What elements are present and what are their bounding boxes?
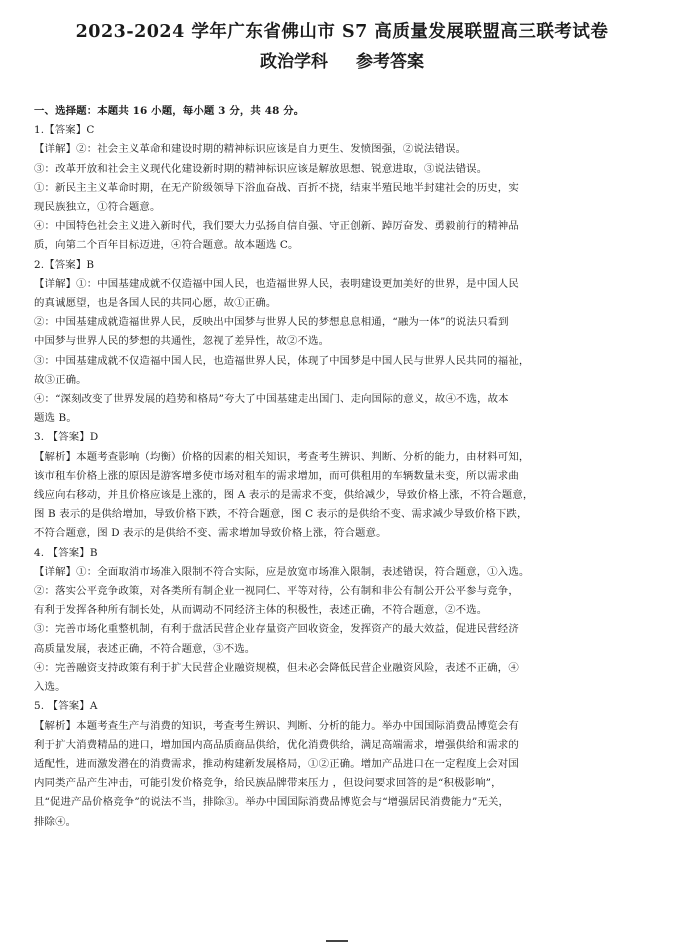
explanation-line: 该市租车价格上涨的原因是游客增多使市场对租车的需求增加，而可供租用的车辆数量未变，所以需求曲	[34, 469, 519, 482]
explanation-line: 故③正确。	[34, 373, 87, 386]
explanation-line: ④：完善融资支持政策有利于扩大民营企业融资规模，但未必会降低民营企业融资风险，表述不正确，④	[34, 661, 519, 674]
explanation-line: 【解析】本题考查生产与消费的知识，考查考生辨识、判断、分析的能力。举办中国国际消费品博览会有	[34, 719, 519, 732]
explanation-line: 且“促进产品价格竞争”的说法不当，排除③。举办中国国际消费品博览会与“增强居民消费能力”无关，	[34, 796, 510, 809]
explanation-line: 适配性，进而激发潜在的消费需求，推动构建新发展格局，①②正确。增加产品进口在一定程度上会对国	[34, 757, 519, 770]
explanation-line: ③：中国基建成就不仅造福中国人民，也造福世界人民，体现了中国梦是中国人民与世界人民共同的福祉，	[34, 354, 530, 367]
explanation-line: 不符合题意，图 D 表示的是供给不变、需求增加导致价格上涨，符合题意。	[34, 527, 387, 540]
answer-label: 参考答案	[356, 52, 424, 72]
explanation-line: ④：中国特色社会主义进入新时代，我们要大力弘扬自信自强、守正创新、踔厉奋发、勇毅前行的精神品	[34, 220, 519, 233]
explanation-line: 【详解】②：社会主义革命和建设时期的精神标识应该是自力更生、发愤图强，②说法错误。	[34, 143, 467, 156]
explanation-line: 内同类产品产生冲击，可能引发价格竞争，给民族品牌带来压力 ，但设问要求回答的是“积极影响”，	[34, 777, 502, 790]
section-heading: 一、选择题：本题共 16 小题，每小题 3 分，共 48 分。	[34, 105, 305, 117]
page-subtitle	[34, 50, 650, 74]
explanation-line: 质，向第二个百年目标迈进，④符合题意。故本题选 C。	[34, 239, 299, 252]
question-answer-heading: 4. 【答案】B	[34, 546, 98, 559]
question-answer-heading: 5. 【答案】A	[34, 700, 98, 713]
explanation-line: 入选。	[34, 681, 66, 694]
explanation-line: 高质量发展，表述正确，不符合题意，③不选。	[34, 642, 256, 655]
explanation-line: 有利于发挥各种所有制长处，从而调动不同经济主体的积极性，表述正确，不符合题意，②不选。	[34, 604, 488, 617]
explanation-line: ④：“深刻改变了世界发展的趋势和格局”夸大了中国基建走出国门、走向国际的意义，故④不选，故本	[34, 393, 509, 406]
subject-label: 政治学科	[260, 52, 328, 72]
explanation-line: ③：完善市场化重整机制，有利于盘活民营企业存量资产回收资金，发挥资产的最大效益，促进民营经济	[34, 623, 519, 636]
explanation-line: ①：新民主主义革命时期，在无产阶级领导下浴血奋战、百折不挠，结束半殖民地半封建社会的历史，实	[34, 181, 519, 194]
page-title: 2023-2024 学年广东省佛山市 S7 高质量发展联盟高三联考试卷	[75, 22, 609, 42]
explanation-line: ②：中国基建成就造福世界人民，反映出中国梦与世界人民的梦想息息相通，“融为一体”的说法只看到	[34, 316, 509, 329]
explanation-line: 【详解】①：中国基建成就不仅造福中国人民，也造福世界人民，表明建设更加美好的世界，是中国人民	[34, 277, 519, 290]
explanation-line: 【详解】①：全面取消市场准入限制不符合实际，应是放宽市场准入限制，表述错误，符合题意，①入选。	[34, 565, 530, 578]
explanation-line: 的真诚愿望，也是各国人民的共同心愿，故①正确。	[34, 297, 277, 310]
explanation-line: 题选 B。	[34, 412, 77, 425]
explanation-line: 线应向右移动，并且价格应该是上涨的，图 A 表示的是需求不变，供给减少，导致价格上涨，不符合题意，	[34, 489, 534, 502]
question-answer-heading: 2.【答案】B	[34, 258, 95, 271]
explanation-line: 图 B 表示的是供给增加，导致价格下跌，不符合题意，图 C 表示的是供给不变、需求减少导致价格下跌，	[34, 508, 528, 521]
explanation-line: 排除④。	[34, 815, 77, 828]
explanation-line: ③：改革开放和社会主义现代化建设新时期的精神标识应该是解放思想、锐意进取，③说法错误。	[34, 162, 488, 175]
explanation-line: 现民族独立，①符合题意。	[34, 201, 161, 214]
explanation-line: 【解析】本题考查影响（均衡）价格的因素的相关知识，考查考生辨识、判断、分析的能力，由材料可知，	[34, 450, 530, 463]
explanation-line: 利于扩大消费精品的进口，增加国内高品质商品供给，优化消费供给，满足高端需求，增强供给和需求的	[34, 738, 519, 751]
page-number-mark	[326, 940, 348, 942]
explanation-line: 中国梦与世界人民的梦想的共通性，忽视了差异性，故②不选。	[34, 335, 330, 348]
question-answer-heading: 3. 【答案】D	[34, 431, 99, 444]
question-answer-heading: 1.【答案】C	[34, 124, 95, 137]
answer-body	[34, 102, 650, 832]
explanation-line: ②：落实公平竞争政策，对各类所有制企业一视同仁、平等对待，公有制和非公有制公开公平参与竞争，	[34, 585, 519, 598]
